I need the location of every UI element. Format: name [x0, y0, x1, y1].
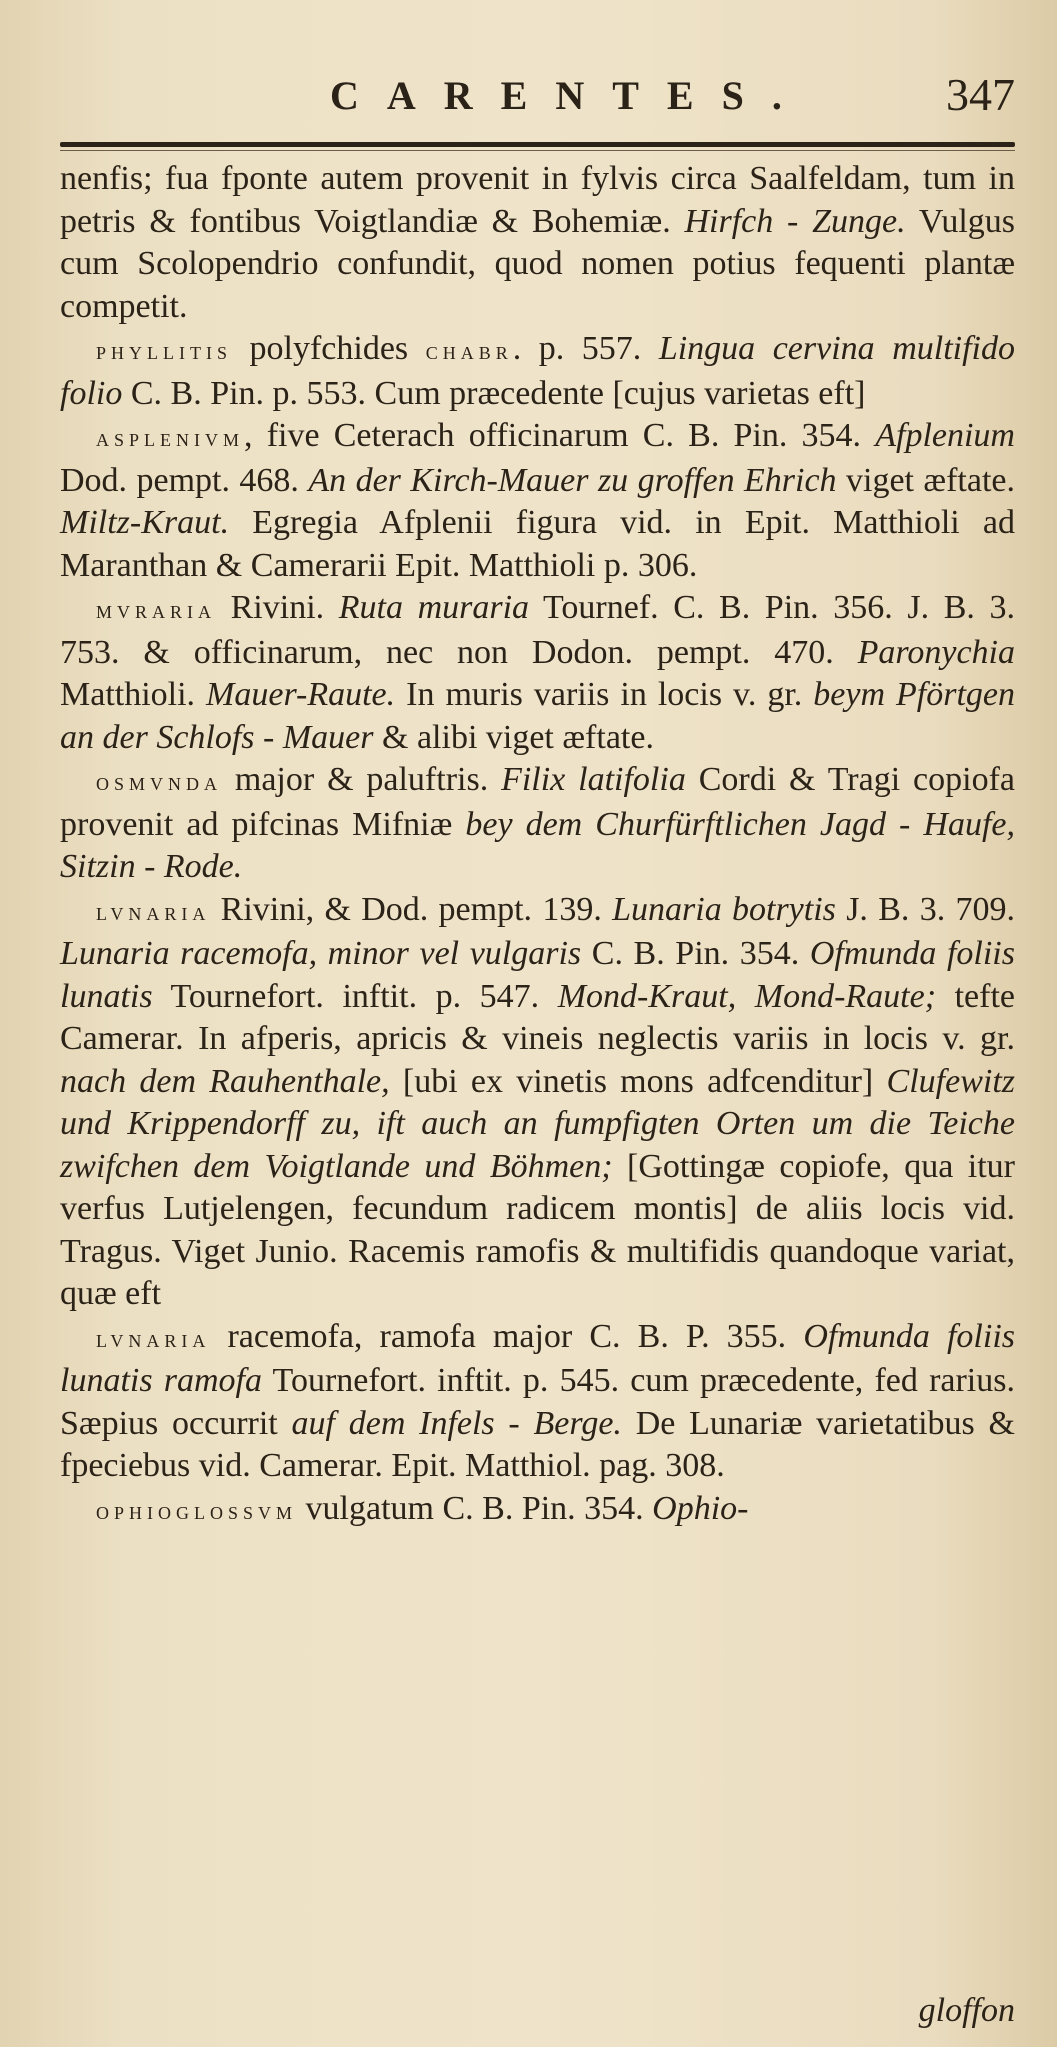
text-run: & alibi viget æftate. — [373, 718, 654, 756]
italic-text: Mauer-Raute. — [206, 676, 396, 713]
text-run: Vulgus cum Scolopendrio confundit, quod nomen potius fequenti plantæ competit. — [60, 202, 1016, 325]
paragraph — [60, 889, 1015, 1316]
text-run: J. B. 3. 709. — [835, 890, 1015, 928]
text-run: Tournefort. inftit. p. 547. — [152, 977, 558, 1015]
italic-text: Afplenium — [875, 417, 1015, 454]
text-run: De Lunariæ varietatibus & fpeciebus vid. Camerar. Epit. Matthiol. pag. 308. — [60, 1404, 1015, 1484]
text-run: [Gottingæ copiofe, qua itur verfus Lutjelengen, fecundum radicem montis] de aliis locis vid. Tragus. Viget Junio. Racemis ramofis & multifidis quandoque variat, quæ eft — [60, 1147, 1015, 1312]
entry-name: ophioglossvm — [96, 1495, 298, 1525]
italic-text: bey dem Churfürftlichen Jagd - Haufe, Sitzin - Rode. — [60, 805, 1015, 885]
italic-text: Lingua cervina multifido folio — [60, 330, 1015, 412]
italic-text: Hirfch - Zunge. — [684, 202, 906, 240]
entry-name: chabr — [425, 336, 513, 365]
text-run: . p. 557. — [512, 330, 659, 367]
text-run: racemofa, ramofa major C. B. P. 355. — [210, 1317, 804, 1355]
text-run: In muris variis in locis v. gr. — [395, 676, 814, 713]
paragraph — [60, 759, 1015, 889]
page-header — [60, 64, 1015, 134]
text-run: Tournefort. inftit. p. 545. cum præcedente, fed rarius. Sæpius occurrit — [60, 1362, 1015, 1442]
entry-name: phyllitis — [96, 336, 232, 365]
italic-text: beym Pförtgen an der Schlofs - Mauer — [60, 676, 1015, 756]
italic-text: Filix latifolia — [501, 761, 686, 798]
entry-name: asplenivm — [96, 423, 245, 452]
text-run: Dod. pempt. 468. — [60, 461, 309, 499]
catchword: gloffon — [918, 1992, 1015, 2029]
text-run: Egregia Afplenii figura vid. in Epit. Matthioli ad Maranthan & Camerarii Epit. Matthioli p. 306. — [60, 504, 1015, 584]
text-run: nenfis; fua fponte autem provenit in fylvis circa Saalfeldam, tum in petris & fontibus Voigtlandiæ & Bohemiæ. — [60, 160, 1015, 240]
text-run: tefte Camerar. In afperis, apricis & vineis neglectis variis in locis v. gr. — [60, 977, 1015, 1057]
running-title: CARENTES. — [330, 73, 810, 118]
paragraph — [60, 587, 1015, 759]
paragraph — [60, 1316, 1015, 1488]
italic-text: Lunaria botrytis — [612, 890, 836, 928]
text-run: Tournef. C. B. Pin. 356. J. B. 3. 753. & officinarum, nec non Dodon. pempt. 470. — [60, 589, 1015, 671]
text-run: [ubi ex vinetis mons adfcenditur] — [389, 1062, 887, 1100]
text-run: Rivini, & Dod. pempt. 139. — [210, 890, 613, 928]
page-number: 347 — [946, 69, 1015, 120]
italic-text: Ofmunda foliis lunatis — [60, 935, 1015, 1015]
text-run: C. B. Pin. p. 553. Cum præcedente [cujus varietas eft] — [122, 374, 866, 412]
text-run: Matthioli. — [60, 676, 207, 713]
italic-text: Clufewitz und Krippendorff zu, ift auch an fumpfigten Orten um die Teiche zwifchen dem Voigtlande und Böhmen; — [60, 1062, 1015, 1185]
text-run: , five Ceterach officinarum C. B. Pin. 354. — [244, 417, 876, 454]
paragraph — [60, 328, 1015, 415]
text-run: viget æftate. — [836, 461, 1016, 499]
italic-text: Ofmunda foliis lunatis ramofa — [60, 1317, 1015, 1399]
italic-text: Ophio- — [652, 1489, 749, 1527]
italic-text: Miltz-Kraut. — [60, 504, 230, 541]
text-run: Rivini. — [216, 589, 339, 626]
text-run: Cordi & Tragi copiofa provenit ad pifcinas Mifniæ — [60, 761, 1015, 843]
body-text — [60, 158, 1015, 1532]
header-rule-thin — [60, 150, 1015, 151]
paragraph — [60, 158, 1015, 328]
text-run: vulgatum C. B. Pin. 354. — [297, 1489, 653, 1527]
italic-text: Mond-Kraut, Mond-Raute; — [557, 977, 937, 1015]
text-run: major & paluftris. — [222, 761, 502, 798]
italic-text: auf dem Infels - Berge. — [291, 1404, 622, 1442]
italic-text: An der Kirch-Mauer zu groffen Ehrich — [308, 461, 837, 499]
italic-text: Lunaria racemofa, minor vel vulgaris — [60, 935, 582, 972]
paragraph — [60, 1488, 1015, 1533]
entry-name: lvnaria — [96, 1323, 211, 1353]
text-run: polyfchides — [232, 330, 426, 367]
italic-text: nach dem Rauhenthale, — [60, 1062, 390, 1100]
text-run: C. B. Pin. 354. — [581, 935, 810, 972]
entry-name: mvraria — [96, 595, 217, 624]
entry-name: osmvnda — [96, 767, 223, 796]
paragraph — [60, 415, 1015, 587]
header-rule — [60, 142, 1015, 147]
italic-text: Paronychia — [857, 633, 1015, 671]
entry-name: lvnaria — [96, 896, 211, 926]
italic-text: Ruta muraria — [338, 589, 530, 626]
